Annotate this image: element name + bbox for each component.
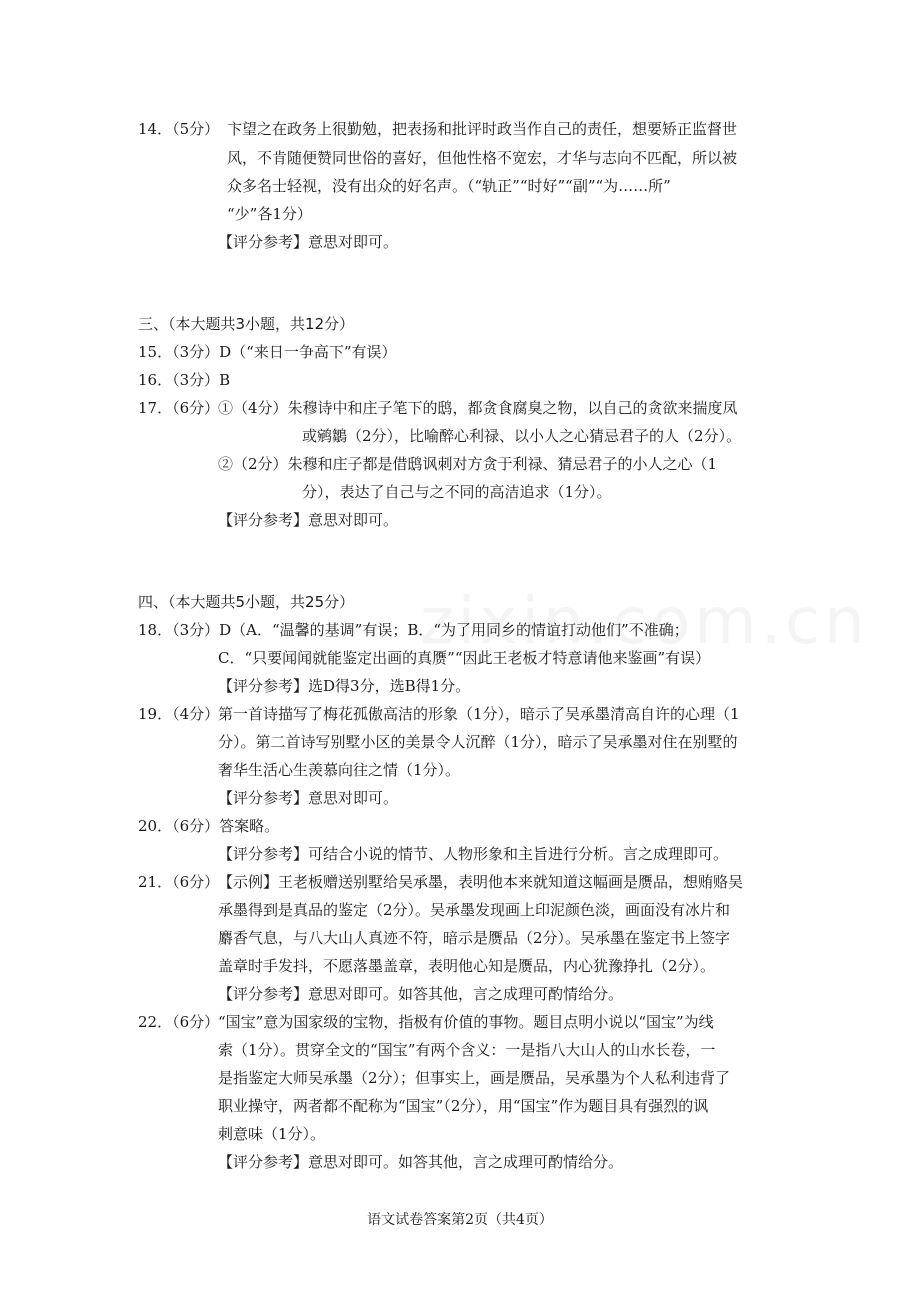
section-4-title: 四、（本大题共5小题，共25分） [138, 593, 355, 611]
q19-line-1: 第一首诗描写了梅花孤傲高洁的形象（1分），暗示了吴承墨清高自许的心理（1 [218, 705, 740, 723]
q14-number: 14．（5分） [138, 120, 220, 138]
section-3-title: 三、（本大题共3小题，共12分） [138, 315, 355, 333]
q17-number: 17．（6分） [138, 399, 220, 417]
q18-line-2: C．“只要闻闻就能鉴定出画的真赝”“因此王老板才特意请他来鉴画”有误） [218, 649, 711, 667]
q19-line-2: 分）。第二首诗写别墅小区的美景令人沉醉（1分），暗示了吴承墨对住在别墅的 [218, 733, 738, 751]
page-footer: 语文试卷答案第2页（共4页） [367, 1212, 553, 1228]
q18-line-1: 18．（3分）D（A．“温馨的基调”有误；B．“为了用同乡的情谊打动他们”不准确； [138, 621, 689, 639]
q22-line-4: 职业操守，两者都不配称为“国宝”（2分），用“国宝”作为题目具有强烈的讽 [218, 1097, 709, 1115]
q17-part2-line-1: ②（2分）朱穆和庄子都是借鸱讽刺对方贪于利禄、猜忌君子的小人之心（1 [218, 455, 718, 473]
q21-scoring-note: 【评分参考】意思对即可。如答其他，言之成理可酌情给分。 [218, 985, 624, 1003]
q14-line-2: 风，不肯随便赞同世俗的喜好，但他性格不宽宏，才华与志向不匹配，所以被 [227, 149, 738, 167]
q14-line-1: 卞望之在政务上很勤勉，把表扬和批评时政当作自己的责任，想要矫正监督世 [227, 120, 738, 138]
q14-scoring-note: 【评分参考】意思对即可。 [218, 233, 399, 251]
q20-scoring-note: 【评分参考】可结合小说的情节、人物形象和主旨进行分析。言之成理即可。 [218, 845, 729, 863]
q14-line-4: “少”各1分） [227, 205, 312, 223]
q17-part1-line-1: ①（4分）朱穆诗中和庄子笔下的鸱，都贪食腐臭之物，以自己的贪欲来揣度凤 [218, 399, 738, 417]
q17-part2-line-2: 分），表达了自己与之不同的高洁追求（1分）。 [302, 483, 612, 501]
q20-answer: 20．（6分）答案略。 [138, 817, 280, 835]
q22-scoring-note: 【评分参考】意思对即可。如答其他，言之成理可酌情给分。 [218, 1153, 624, 1171]
q22-number: 22．（6分） [138, 1013, 220, 1031]
q21-number: 21．（6分） [138, 873, 220, 891]
q21-line-4: 盖章时手发抖，不愿落墨盖章，表明他心知是赝品，内心犹豫挣扎（2分）。 [218, 957, 716, 975]
q21-line-3: 麝香气息，与八大山人真迹不符，暗示是赝品（2分）。吴承墨在鉴定书上签字 [218, 929, 731, 947]
q17-part1-line-2: 或鹓鶵（2分），比喻醉心利禄、以小人之心猜忌君子的人（2分）。 [302, 427, 742, 445]
q21-line-1: 【示例】王老板赠送别墅给吴承墨，表明他本来就知道这幅画是赝品，想贿赂吴 [218, 873, 744, 891]
q15-answer: 15．（3分）D（“来日一争高下”有误） [138, 343, 397, 361]
q19-scoring-note: 【评分参考】意思对即可。 [218, 789, 399, 807]
q19-number: 19．（4分） [138, 705, 220, 723]
q14-line-3: 众多名士轻视，没有出众的好名声。（“轨正”“时好”“副”“为……所” [227, 177, 671, 195]
q22-line-5: 刺意味（1分）。 [218, 1125, 326, 1143]
q17-scoring-note: 【评分参考】意思对即可。 [218, 511, 399, 529]
q18-scoring-note: 【评分参考】选D得3分，选B得1分。 [218, 677, 471, 695]
q22-line-3: 是指鉴定大师吴承墨（2分）；但事实上，画是赝品，吴承墨为个人私利违背了 [218, 1069, 731, 1087]
q21-line-2: 承墨得到是真品的鉴定（2分）。吴承墨发现画上印泥颜色淡，画面没有冰片和 [218, 901, 731, 919]
q16-answer: 16．（3分）B [138, 371, 231, 389]
q22-line-1: “国宝”意为国家级的宝物，指极有价值的事物。题目点明小说以“国宝”为线 [218, 1013, 714, 1031]
q19-line-3: 奢华生活心生羡慕向往之情（1分）。 [218, 761, 461, 779]
q22-line-2: 索（1分）。贯穿全文的“国宝”有两个含义：一是指八大山人的山水长卷，一 [218, 1041, 716, 1059]
